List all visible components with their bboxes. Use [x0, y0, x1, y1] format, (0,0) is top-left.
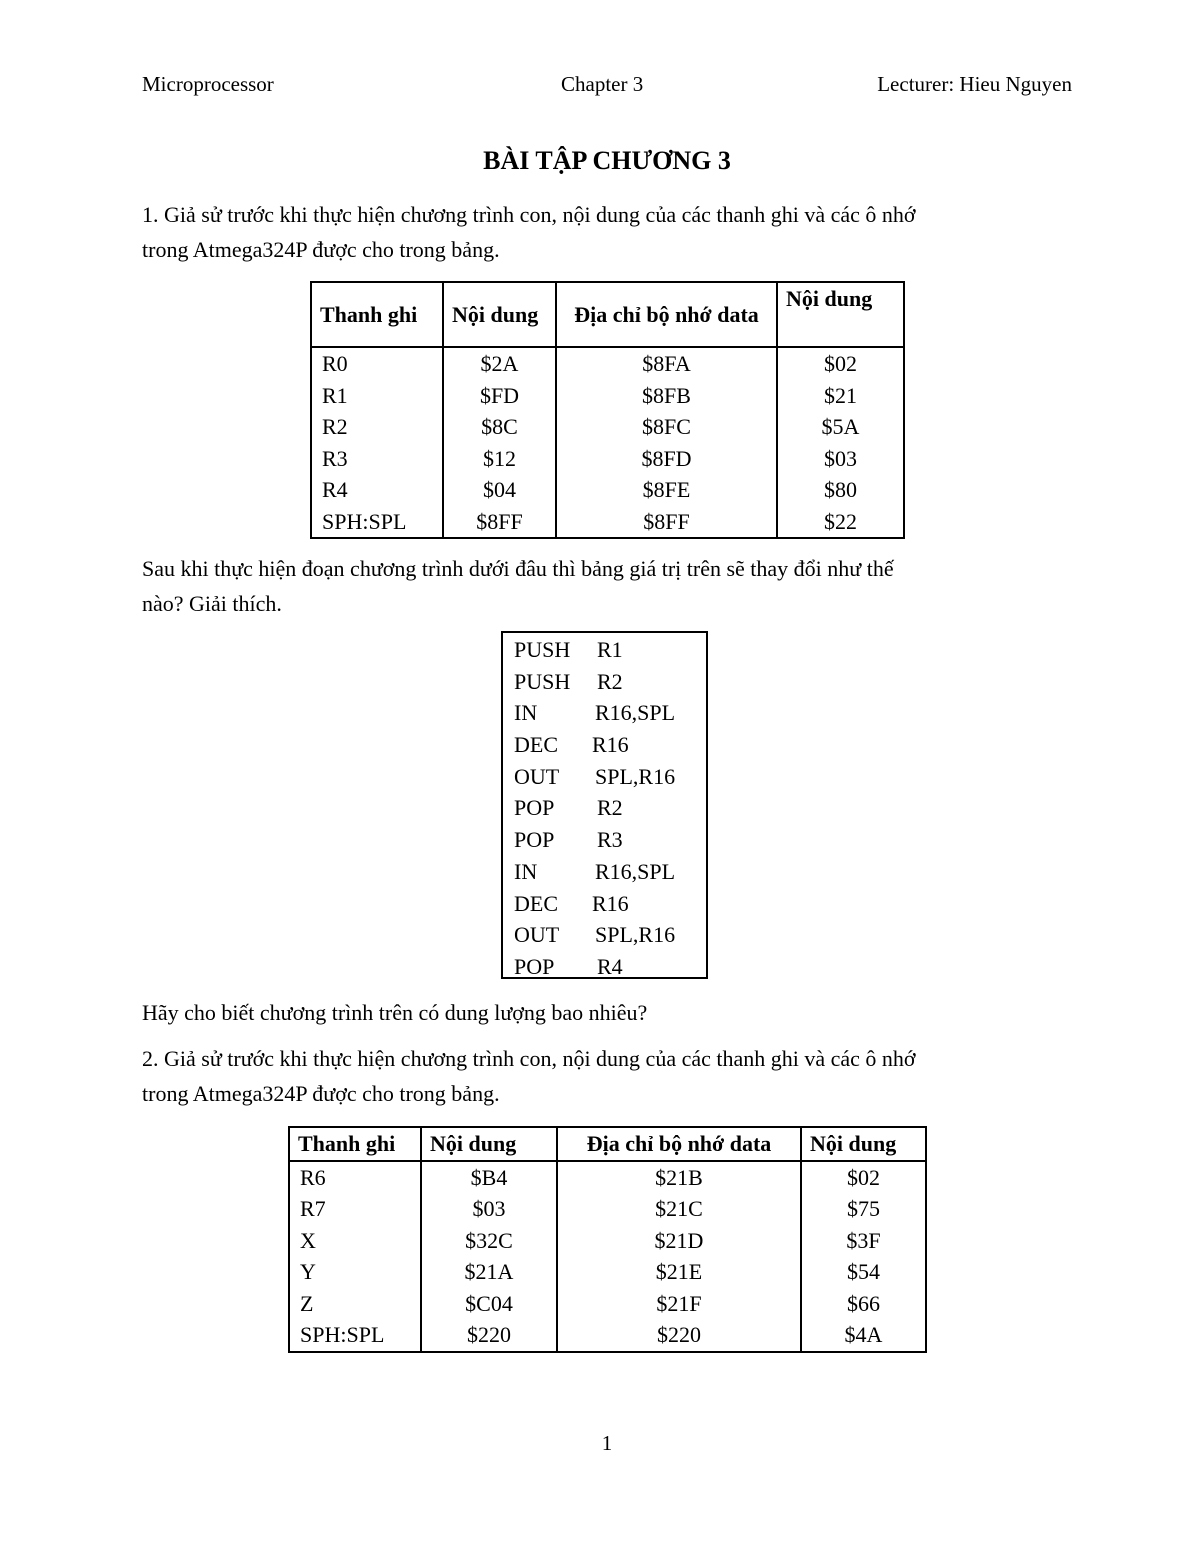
table-cell: $80 [777, 474, 904, 506]
table-cell: $21E [557, 1256, 801, 1288]
table-cell: $21C [557, 1193, 801, 1225]
table-cell: $8FC [556, 411, 777, 443]
table-cell: $12 [443, 443, 556, 475]
table-cell: R2 [311, 411, 443, 443]
code-operand: R4 [597, 953, 623, 979]
column-header: Thanh ghi [311, 282, 443, 347]
table-cell: $220 [557, 1319, 801, 1352]
code-line [514, 824, 706, 856]
header-chapter: Chapter 3 [561, 72, 644, 96]
code-opcode: DEC [514, 732, 558, 758]
code-opcode: OUT [514, 763, 560, 789]
table-cell: R7 [289, 1193, 421, 1225]
table-header-row [289, 1127, 926, 1161]
q2-intro-line1: 2. Giả sử trước khi thực hiện chương trình con, nội dung của các thanh ghi và các ô nhớ [142, 1046, 916, 1071]
column-header: Nội dung [777, 282, 904, 347]
q1-intro [142, 197, 1074, 267]
code-operand: SPL,R16 [595, 763, 676, 789]
q2-register-table [288, 1126, 927, 1353]
column-header: Thanh ghi [289, 1127, 421, 1161]
table-cell: $04 [443, 474, 556, 506]
q1-after-text [142, 551, 1074, 621]
table-row [311, 380, 904, 412]
table-cell: $02 [801, 1161, 926, 1194]
table-cell: $C04 [421, 1288, 557, 1320]
code-opcode: POP [514, 953, 555, 979]
code-operand: R16 [592, 732, 629, 758]
table-row [289, 1256, 926, 1288]
assembly-code-box [501, 631, 708, 979]
code-operand: SPL,R16 [595, 922, 676, 948]
table-cell: $02 [777, 347, 904, 380]
table-cell: $8FE [556, 474, 777, 506]
code-operand: R2 [597, 668, 623, 694]
table-cell: $21A [421, 1256, 557, 1288]
code-operand: R16 [592, 890, 629, 916]
table-cell: X [289, 1225, 421, 1257]
table-cell: R0 [311, 347, 443, 380]
table-cell: $8FA [556, 347, 777, 380]
table-cell: Z [289, 1288, 421, 1320]
table-row [311, 443, 904, 475]
table-cell: R1 [311, 380, 443, 412]
table-cell: SPH:SPL [289, 1319, 421, 1352]
code-line [514, 761, 706, 793]
q1-after-line2: nào? Giải thích. [142, 591, 282, 616]
table-row [289, 1161, 926, 1194]
column-header: Địa chỉ bộ nhớ data [556, 282, 777, 347]
q1-question: Hãy cho biết chương trình trên có dung lượng bao nhiêu? [142, 1000, 648, 1025]
code-opcode: DEC [514, 890, 558, 916]
code-line [514, 729, 706, 761]
q2-intro-line2: trong Atmega324P được cho trong bảng. [142, 1081, 500, 1106]
table-row [311, 474, 904, 506]
code-operand: R16,SPL [595, 858, 676, 884]
table-header-row [311, 282, 904, 347]
table-cell: $8FB [556, 380, 777, 412]
table-cell: $54 [801, 1256, 926, 1288]
table-cell: $2A [443, 347, 556, 380]
table-cell: $03 [777, 443, 904, 475]
code-opcode: IN [514, 700, 538, 726]
table-row [311, 411, 904, 443]
table-cell: $21B [557, 1161, 801, 1194]
code-operand: R16,SPL [595, 700, 676, 726]
code-line [514, 919, 706, 951]
table-cell: $22 [777, 506, 904, 539]
code-opcode: PUSH [514, 637, 571, 662]
q2-intro [142, 1041, 1074, 1111]
q1-after-line1: Sau khi thực hiện đoạn chương trình dưới đâu thì bảng giá trị trên sẽ thay đổi như thế [142, 556, 894, 581]
code-opcode: IN [514, 858, 538, 884]
table-cell: $FD [443, 380, 556, 412]
table-cell: $21 [777, 380, 904, 412]
table-row [289, 1319, 926, 1352]
table-cell: $8FF [556, 506, 777, 539]
q1-intro-line2: trong Atmega324P được cho trong bảng. [142, 237, 500, 262]
table-cell: R6 [289, 1161, 421, 1194]
table-cell: $03 [421, 1193, 557, 1225]
table-cell: $32C [421, 1225, 557, 1257]
code-line [514, 856, 706, 888]
table-cell: $21D [557, 1225, 801, 1257]
table-cell: $66 [801, 1288, 926, 1320]
table-row [311, 506, 904, 539]
table-cell: $8C [443, 411, 556, 443]
page-number: 1 [601, 1431, 613, 1455]
code-operand: R1 [597, 637, 623, 662]
column-header: Nội dung [801, 1127, 926, 1161]
q1-intro-line1: 1. Giả sử trước khi thực hiện chương trình con, nội dung của các thanh ghi và các ô nhớ [142, 202, 916, 227]
code-line [514, 792, 706, 824]
code-line [514, 888, 706, 920]
code-operand: R3 [597, 827, 623, 853]
table-cell: $220 [421, 1319, 557, 1352]
code-line [514, 666, 706, 698]
table-row [289, 1288, 926, 1320]
column-header: Nội dung [443, 282, 556, 347]
column-header: Địa chỉ bộ nhớ data [557, 1127, 801, 1161]
code-line [514, 634, 706, 666]
code-opcode: OUT [514, 922, 560, 948]
q1-register-table [310, 281, 905, 539]
code-opcode: PUSH [514, 668, 571, 694]
table-row [289, 1225, 926, 1257]
table-cell: $75 [801, 1193, 926, 1225]
code-operand: R2 [597, 795, 623, 821]
column-header: Nội dung [421, 1127, 557, 1161]
header-course: Microprocessor [142, 72, 274, 96]
code-line [514, 951, 706, 983]
table-cell: SPH:SPL [311, 506, 443, 539]
table-cell: R4 [311, 474, 443, 506]
page-title: BÀI TẬP CHƯƠNG 3 [483, 146, 731, 175]
header-lecturer: Lecturer: Hieu Nguyen [877, 72, 1072, 96]
code-opcode: POP [514, 795, 555, 821]
code-line [514, 697, 706, 729]
table-cell: $3F [801, 1225, 926, 1257]
table-row [311, 347, 904, 380]
table-cell: $4A [801, 1319, 926, 1352]
table-cell: Y [289, 1256, 421, 1288]
table-cell: $8FD [556, 443, 777, 475]
table-cell: $B4 [421, 1161, 557, 1194]
code-opcode: POP [514, 827, 555, 853]
table-cell: $21F [557, 1288, 801, 1320]
table-cell: $5A [777, 411, 904, 443]
table-cell: R3 [311, 443, 443, 475]
table-cell: $8FF [443, 506, 556, 539]
table-row [289, 1193, 926, 1225]
